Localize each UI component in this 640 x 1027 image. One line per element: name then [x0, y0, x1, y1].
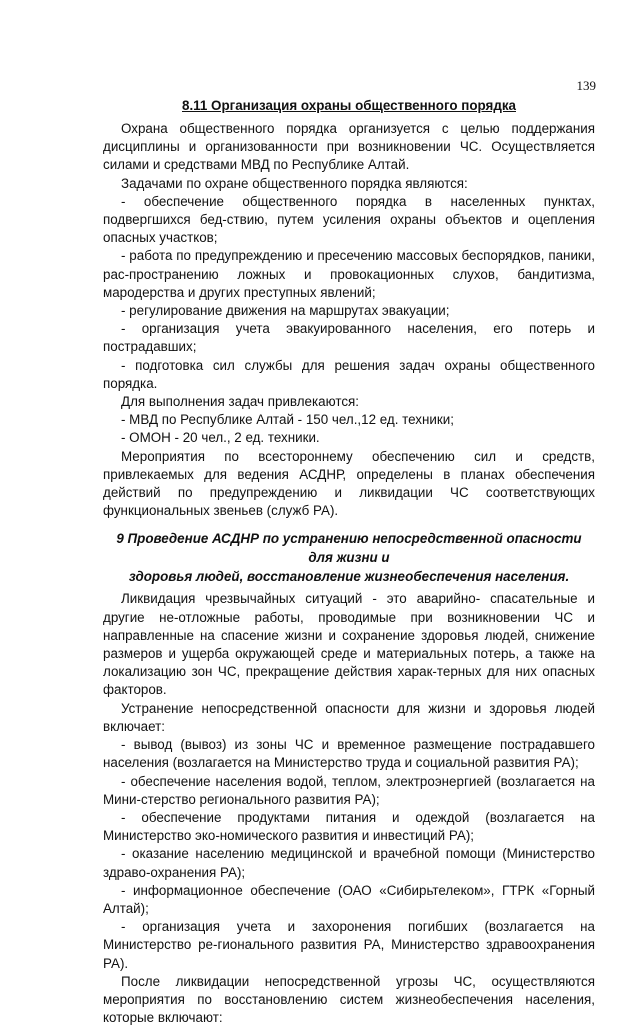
paragraph: После ликвидации непосредственной угрозы ЧС, осуществляются мероприятия по восстановлению систем жизнеобеспечения населения, которые включают: — [103, 973, 595, 1026]
list-item: - информационное обеспечение (ОАО «Сибирьтелеком», ГТРК «Горный Алтай); — [103, 882, 595, 916]
section-9-heading — [103, 529, 595, 586]
list-item: - организация учета эвакуированного населения, его потерь и пострадавших; — [103, 321, 595, 355]
section-9-heading-line1: 9 Проведение АСДНР по устранению непосредственной опасности для жизни и — [116, 531, 582, 566]
paragraph: Устранение непосредственной опасности для жизни и здоровья людей включает: — [103, 700, 595, 734]
list-item: - обеспечение населения водой, теплом, электроэнергией (возлагается на Мини-стерство регионального развития РА); — [103, 773, 595, 807]
paragraph: Охрана общественного порядка организуется с целью поддержания дисциплины и организованности при возникновении ЧС. Осуществляется силами и средствами МВД по Республике Алтай. — [103, 121, 595, 173]
list-item: - обеспечение общественного порядка в населенных пунктах, подвергшихся бед-ствию, путем усиления охраны объектов и оцепления опасных участков; — [103, 193, 595, 246]
list-item: - обеспечение продуктами питания и одеждой (возлагается на Министерство эко-номического развития и инвестиций РА); — [103, 809, 595, 844]
list-item: - МВД по Республике Алтай - 150 чел.,12 ед. техники; — [121, 412, 454, 428]
list-item: - работа по предупреждению и пресечению массовых беспорядков, паники, рас-пространению ложных и провокационных слухов, бандитизма, мародерства и других преступных явлений; — [103, 248, 595, 300]
list-item: - регулирование движения на маршрутах эвакуации; — [121, 303, 450, 319]
list-item: - вывод (вывоз) из зоны ЧС и временное размещение пострадавшего населения (возлагается на Министерство труда и социальной развития РА); — [103, 737, 595, 771]
list-item: - оказание населению медицинской и врачебной помощи (Министерство здраво-охранения РА); — [103, 846, 595, 880]
list-item: - ОМОН - 20 чел., 2 ед. техники. — [121, 430, 320, 446]
section-8-11-heading: 8.11 Организация охраны общественного порядка — [182, 98, 516, 113]
page-content — [103, 97, 595, 1027]
paragraph: Задачами по охране общественного порядка являются: — [121, 175, 468, 191]
list-item: - организация учета и захоронения погибших (возлагается на Министерство ре-гионального развития РА, Министерство здравоохранения РА). — [103, 919, 595, 971]
paragraph: Ликвидация чрезвычайных ситуаций - это аварийно- спасательные и другие не-отложные работы, проводимые при возникновении ЧС и направленные на спасение жизни и сохранение здоровья людей, снижение размеров и ущерба окружающей среде и материальных потерь, а также на локализацию зон ЧС, прекращение действия харак-терных для них опасных факторов. — [103, 591, 595, 698]
page-number: 139 — [576, 78, 596, 93]
list-item: - подготовка сил службы для решения задач охраны общественного порядка. — [103, 357, 595, 391]
paragraph: Мероприятия по всестороннему обеспечению сил и средств, привлекаемых для ведения АСДНР, определены в планах обеспечения действий по предупреждению и ликвидации ЧС соответствующих функциональных звеньев (служб РА). — [103, 448, 595, 519]
paragraph: Для выполнения задач привлекаются: — [121, 394, 359, 410]
section-9-heading-line2: здоровья людей, восстановление жизнеобеспечения населения. — [128, 569, 570, 585]
